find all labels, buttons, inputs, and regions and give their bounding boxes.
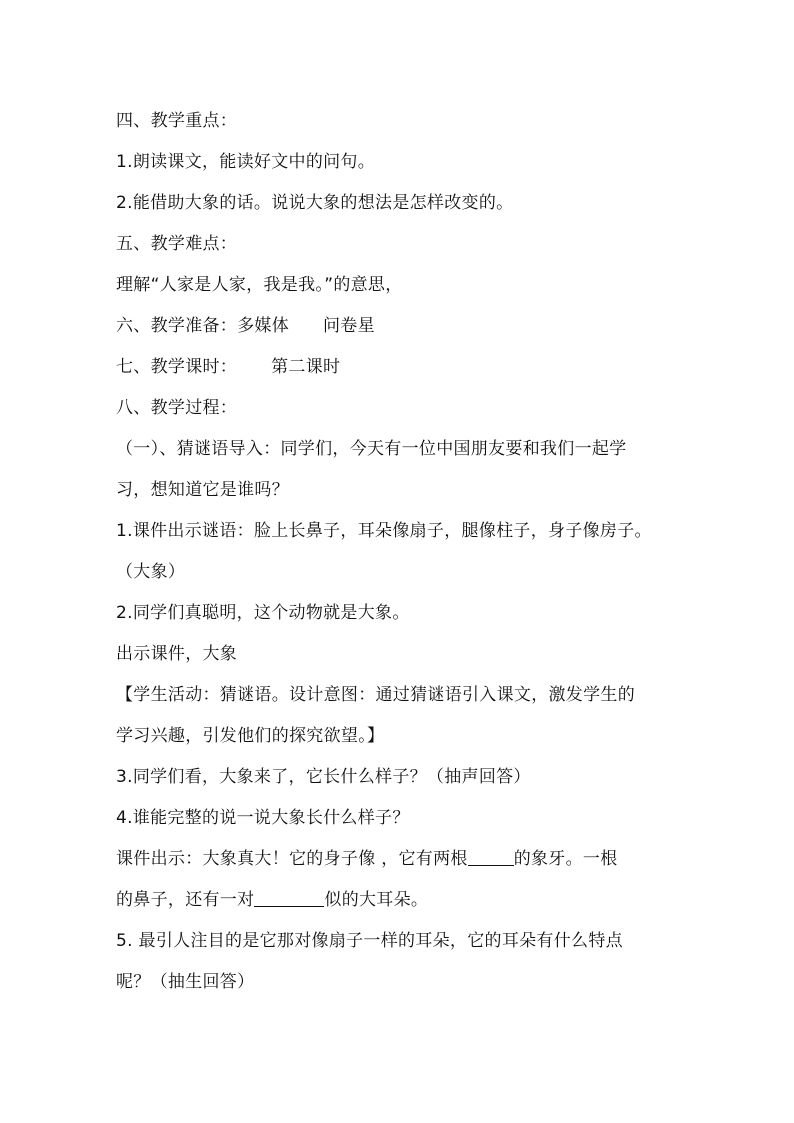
period-label: 七、教学课时： <box>116 357 238 377</box>
intro-line-1: （一）、猜谜语导入：同学们，今天有一位中国朋友要和我们一起学 <box>116 439 627 459</box>
fill-blank-underline <box>468 850 514 866</box>
document-body <box>116 101 686 1003</box>
intro-line-2: 习，想知道它是谁吗？ <box>116 480 289 500</box>
difficulty-text: 理解“人家是人家，我是我。”的意思， <box>116 275 403 295</box>
period-value: 第二课时 <box>271 357 341 377</box>
step-1-line-1: 1.课件出示谜语：脸上长鼻子，耳朵像扇子，腿像柱子，身子像房子。 <box>116 521 652 541</box>
step-2: 2.同学们真聪明，这个动物就是大象。 <box>116 603 410 623</box>
show-courseware: 出示课件，大象 <box>116 644 238 664</box>
step-4: 4.谁能完整的说一说大象长什么样子？ <box>116 808 410 828</box>
activity-line-2: 学习兴趣，引发他们的探究欲望。】 <box>116 726 385 746</box>
step-5-line-1: 5. 最引人注目的是它那对像扇子一样的耳朵，它的耳朵有什么特点 <box>116 931 623 951</box>
activity-line-1: 【学生活动：猜谜语。设计意图：通过猜谜语引入课文，激发学生的 <box>116 685 635 705</box>
teaching-prep <box>116 306 686 347</box>
fill-blank-line-1 <box>116 839 686 880</box>
step-3: 3.同学们看，大象来了，它长什么样子？（抽声回答） <box>116 767 531 787</box>
step-1-line-2: （大象） <box>116 562 186 582</box>
fill-text-2: 的象牙。一根 <box>513 849 618 869</box>
fill-text-1: 课件出示：大象真大！它的身子像 ，它有两根 <box>116 849 468 869</box>
step-5-line-2: 呢？（抽生回答） <box>116 972 255 992</box>
heading-key-points: 四、教学重点： <box>116 111 238 131</box>
heading-difficulties: 五、教学难点： <box>116 234 238 254</box>
teaching-period <box>116 347 686 388</box>
key-point-1: 1.朗读课文，能读好文中的问句。 <box>116 152 376 172</box>
prep-label: 六、教学准备：多媒体 <box>116 316 289 336</box>
fill-blank-line-2 <box>116 880 686 921</box>
prep-extra: 问卷星 <box>323 316 375 336</box>
fill-text-4: 似的大耳朵。 <box>324 890 429 910</box>
key-point-2: 2.能借助大象的话。说说大象的想法是怎样改变的。 <box>116 193 514 213</box>
heading-process: 八、教学过程： <box>116 398 238 418</box>
fill-blank-underline <box>254 891 324 907</box>
fill-text-3: 的鼻子，还有一对 <box>116 890 255 910</box>
